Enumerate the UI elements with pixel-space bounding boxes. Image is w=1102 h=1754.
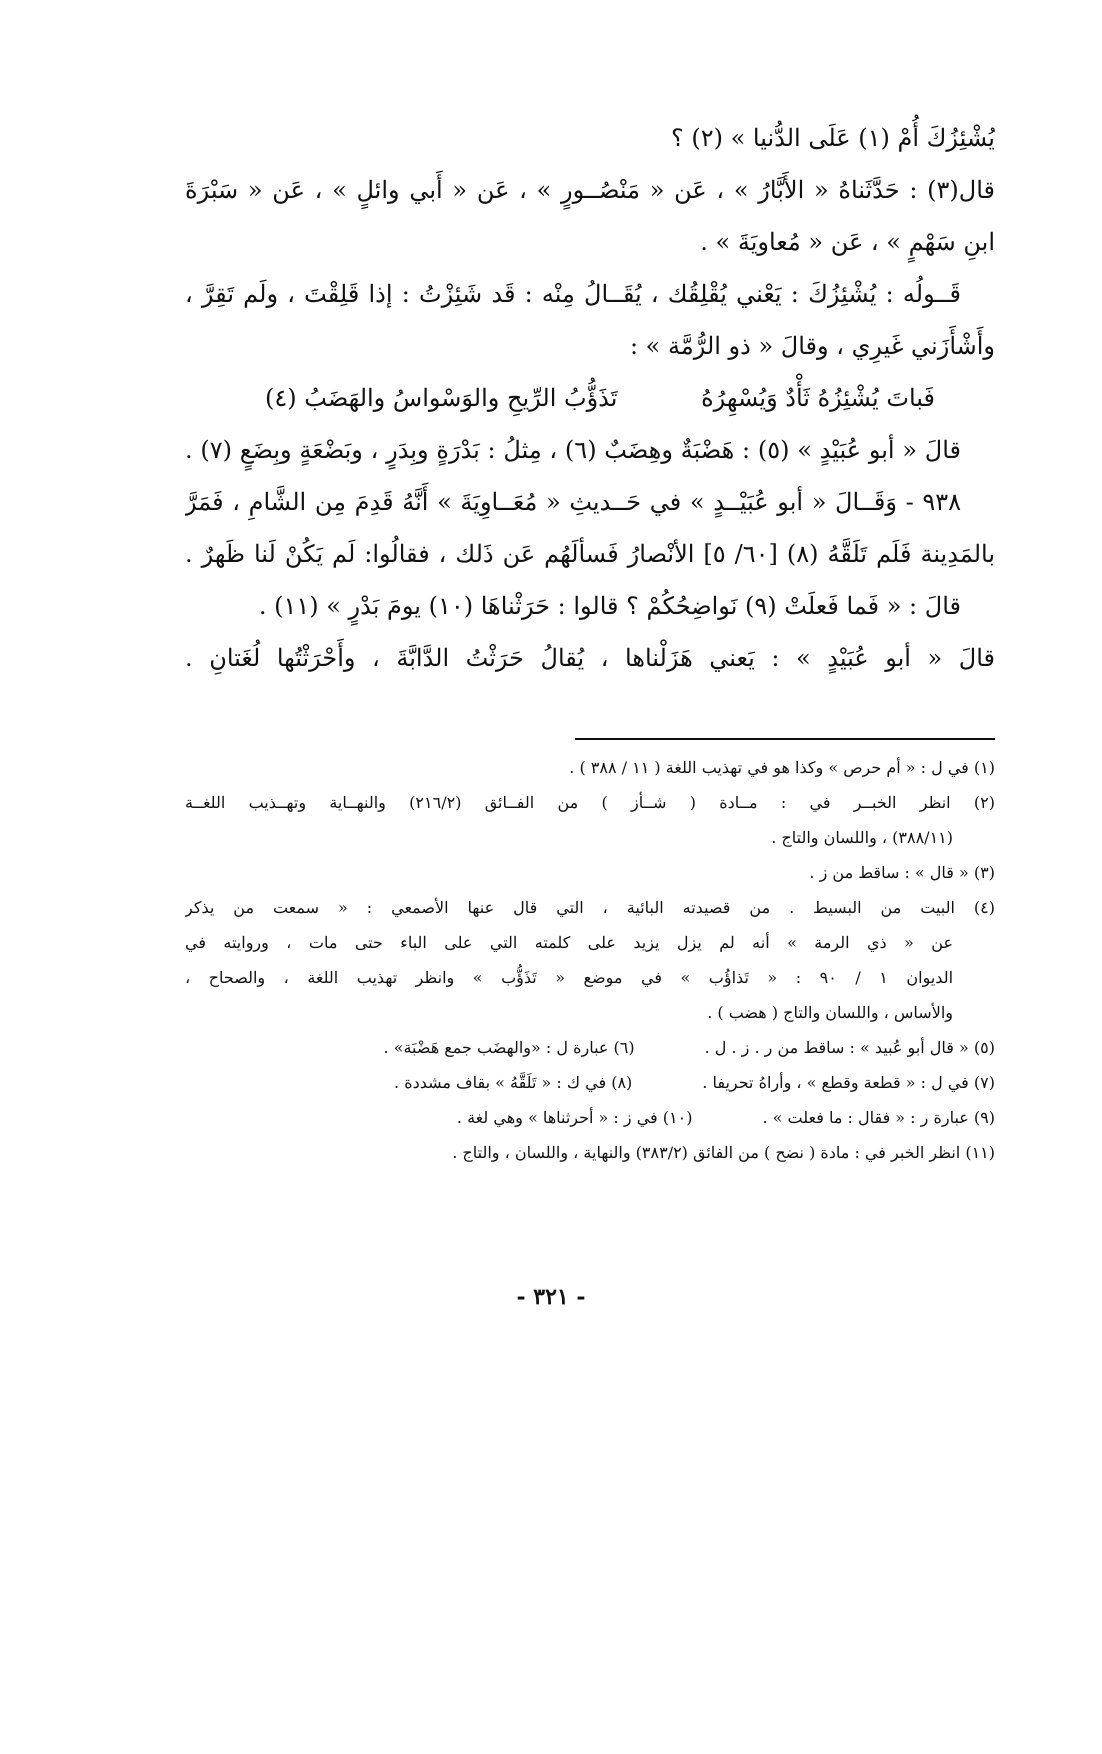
text-line-2: قال(٣) : حَدَّثَناهُ « الأَبَّارُ » ، عَن « مَنْصُــورٍ » ، عَن « أَبي وائلٍ » ، عَن « سَبْرَةَ — [185, 176, 995, 204]
footnote-3: (٣) « قال » : ساقط من ز . — [809, 863, 995, 882]
footnote-separator — [575, 738, 995, 740]
footnote-7: (٧) في ل : « قطعة وقطع » ، وأراهُ تحريفا . — [702, 1073, 995, 1092]
footnote-11: (١١) انظر الخبر في : مادة ( نضح ) من الفائق (٣٨٣/٢) والنهاية ، واللسان ، والتاج . — [452, 1143, 995, 1162]
footnote-1: (١) في ل : « أم حرص » وكذا هو في تهذيب اللغة ( ١١ / ٣٨٨ ) . — [569, 758, 995, 777]
text-line-4: قَــولُه : يُشْئِزُكَ : يَعْني يُقْلِقُك ، يُقَــالُ مِنْه : قَد شَئِزْتُ : إذا قَلِقْتَ ، ولَم تَقِرَّ ، — [185, 280, 961, 308]
text-line-7: ٩٣٨ - وَقَــالَ « أبو عُبَيْــدٍ » في حَــديثِ « مُعَــاوِيَةَ » أَنَّهُ قَدِمَ مِن الشَّامِ ، فَمَرَّ — [185, 488, 962, 516]
footnote-4-cont-2: الديوان ١ / ٩٠ : « تَذاؤُب » في موضع « تَذَؤُّب » وانظر تهذيب اللغة ، والصحاح ، — [185, 968, 954, 987]
footnote-2: (٢) انظر الخبــر في : مــادة ( شــأز ) من الفــائق (٢١٦/٢) والنهــاية وتهــذيب اللغــة — [185, 793, 995, 812]
text-line-10: قالَ « أبو عُبَيْدٍ » : يَعني هَزَلْناها ، يُقالُ حَرَثْتُ الدَّابَّةَ ، وأَحْرَثْتُها لُغَتانِ . — [185, 644, 995, 672]
verse-first-hemistich: فَباتَ يُشْئِزُهُ ثَأْدٌ وَيُسْهِرُهُ — [701, 384, 935, 412]
text-line-1: يُشْئِزُكَ أُمْ (١) عَلَى الدُّنيا » (٢) ؟ — [670, 124, 995, 152]
verse-second-hemistich: تَذَؤُّبُ الرِّيحِ والوَسْواسُ والهَضَبُ (٤) — [265, 384, 618, 412]
footnote-9: (٩) عبارة ر : « فقال : ما فعلت » . — [762, 1108, 995, 1127]
footnote-4-cont-3: والأساس ، واللسان والتاج ( هضب ) . — [707, 1003, 953, 1022]
footnote-8: (٨) في ك : « تَلَقَّهُ » بقاف مشددة . — [394, 1073, 633, 1092]
main-text — [185, 112, 995, 684]
footnote-2-cont: (٣٨٨/١١) ، واللسان والتاج . — [771, 828, 953, 847]
text-line-8: بالمَدِينة فَلَم تَلَقَّهُ (٨) [٦٠/ ٥] الأنْصارُ فَسألَهُم عَن ذَلك ، فقالُوا: لَم يَكُنْ لَنا ظَهرٌ . — [185, 540, 995, 568]
poetry-verse — [185, 372, 995, 424]
footnote-5: (٥) « قال أبو عُبيد » : ساقط من ر . ز . ل . — [704, 1038, 995, 1057]
text-line-6: قالَ « أبو عُبَيْدٍ » (٥) : هَضْبَةٌ وهِضَبٌ (٦) ، مِثلُ : بَدْرَةٍ وبِدَرٍ ، وبَضْعَةٍ وبِضَعٍ (٧) . — [185, 436, 962, 464]
footnote-row-7-8 — [185, 1065, 995, 1100]
footnote-row-9-10 — [185, 1100, 995, 1135]
footnote-6: (٦) عبارة ل : «والهضَب جمع هَضْبَة» . — [383, 1038, 635, 1057]
footnote-10: (١٠) في ز : « أحرثناها » وهي لغة . — [456, 1108, 693, 1127]
text-line-5: وأَشْأَزَني غَيرِي ، وقالَ « ذو الرُّمَّة » : — [629, 332, 995, 360]
footnote-4-cont-1: عن « ذي الرمة » أنه لم يزل يزيد على كلمته التي على الباء حتى مات ، وروايته في — [185, 933, 953, 952]
text-line-3: ابنِ سَهْمٍ » ، عَن « مُعاويَةَ » . — [700, 228, 995, 256]
page-number: - ٣٢١ - — [516, 1284, 586, 1310]
text-line-9: قالَ : « فَما فَعلَتْ (٩) نَواضِحُكُمْ ؟ قالوا : حَرَثْناهَا (١٠) يومَ بَدْرٍ » (١١) . — [258, 592, 961, 620]
footnote-4: (٤) البيت من البسيط . من قصيدته البائية ، التي قال عنها الأصمعي : « سمعت من يذكر — [185, 898, 995, 917]
footnotes — [185, 750, 995, 1170]
footnote-row-5-6 — [185, 1030, 995, 1065]
